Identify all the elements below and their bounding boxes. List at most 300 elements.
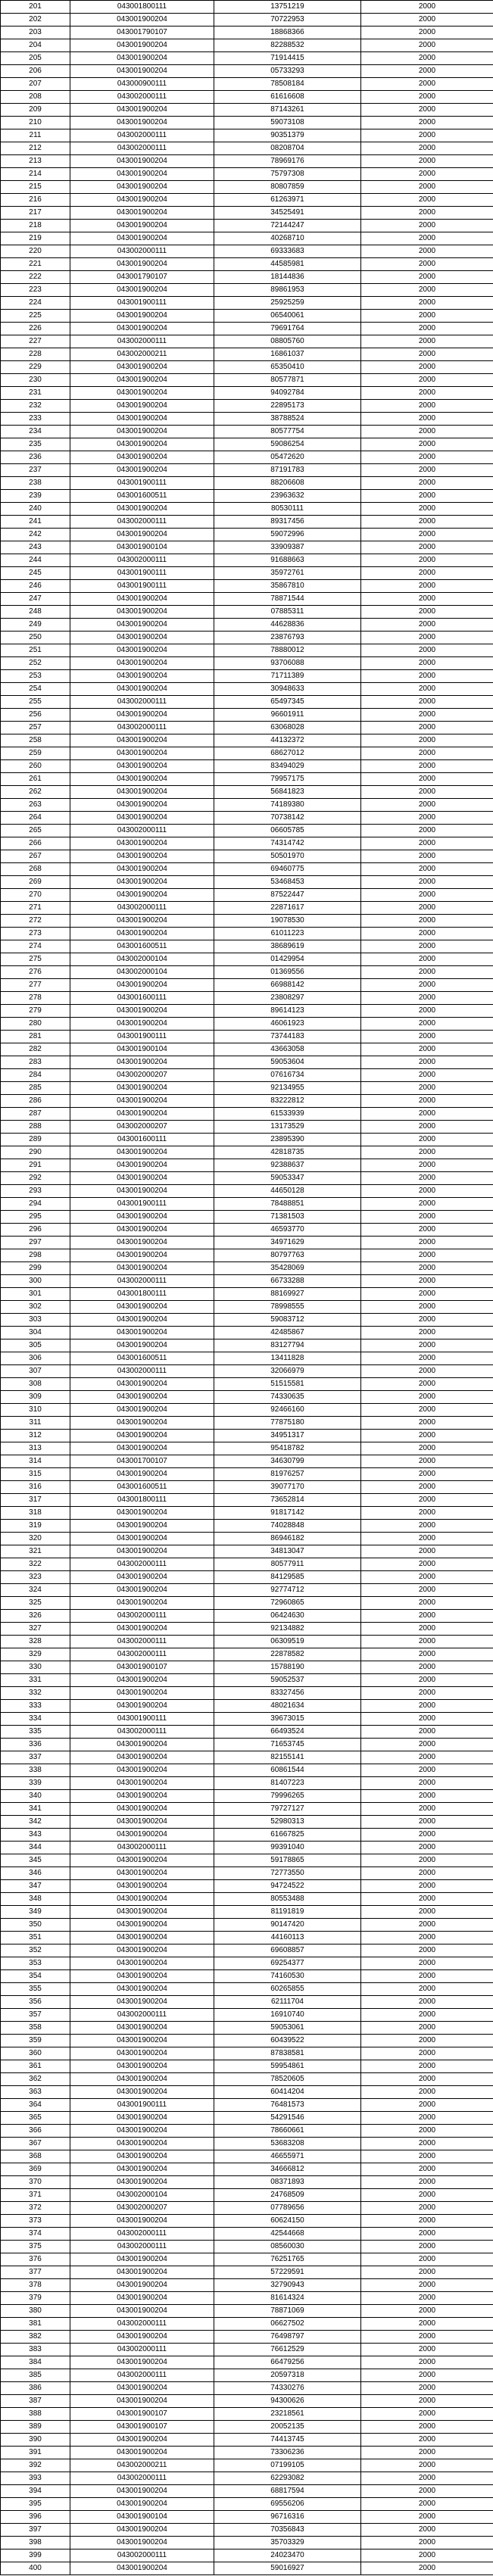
table-row [1, 65, 493, 78]
id-number-cell: 78871069 [214, 2305, 361, 2318]
amount-cell: 2000 [361, 2485, 493, 2498]
table-row [1, 258, 493, 271]
code-cell: 043001900204 [70, 773, 214, 786]
code-cell: 043001900204 [70, 1957, 214, 1970]
row-number-cell: 232 [1, 400, 70, 413]
amount-cell: 2000 [361, 2511, 493, 2524]
row-number-cell: 217 [1, 207, 70, 220]
row-number-cell: 223 [1, 284, 70, 297]
code-cell: 043001900204 [70, 2305, 214, 2318]
code-cell: 043002000111 [70, 1365, 214, 1378]
amount-cell: 2000 [361, 760, 493, 773]
table-row [1, 1301, 493, 1314]
table-row [1, 1108, 493, 1121]
code-cell: 043001900204 [70, 1237, 214, 1249]
id-number-cell: 72773550 [214, 1867, 361, 1880]
code-cell: 043001900204 [70, 2562, 214, 2575]
amount-cell: 2000 [361, 1970, 493, 1983]
id-number-cell: 59086254 [214, 438, 361, 451]
amount-cell: 2000 [361, 1327, 493, 1339]
row-number-cell: 305 [1, 1339, 70, 1352]
row-number-cell: 313 [1, 1442, 70, 1455]
amount-cell: 2000 [361, 1301, 493, 1314]
id-number-cell: 74413745 [214, 2434, 361, 2447]
table-row [1, 348, 493, 361]
amount-cell: 2000 [361, 374, 493, 387]
row-number-cell: 322 [1, 1558, 70, 1571]
row-number-cell: 244 [1, 554, 70, 567]
amount-cell: 2000 [361, 632, 493, 644]
row-number-cell: 368 [1, 2150, 70, 2163]
id-number-cell: 59073108 [214, 117, 361, 129]
code-cell: 043001900204 [70, 863, 214, 876]
row-number-cell: 269 [1, 876, 70, 889]
row-number-cell: 336 [1, 1739, 70, 1751]
id-number-cell: 80553488 [214, 1893, 361, 1906]
table-row [1, 747, 493, 760]
code-cell: 043001600511 [70, 1352, 214, 1365]
code-cell: 043001900204 [70, 734, 214, 747]
amount-cell: 2000 [361, 1095, 493, 1108]
id-number-cell: 38788524 [214, 413, 361, 426]
code-cell: 043001900111 [70, 567, 214, 580]
row-number-cell: 363 [1, 2086, 70, 2099]
id-number-cell: 78520605 [214, 2073, 361, 2086]
code-cell: 043001900204 [70, 1816, 214, 1829]
row-number-cell: 274 [1, 940, 70, 953]
row-number-cell: 221 [1, 258, 70, 271]
code-cell: 043001900204 [70, 2047, 214, 2060]
amount-cell: 2000 [361, 1507, 493, 1520]
code-cell: 043001600111 [70, 992, 214, 1005]
row-number-cell: 206 [1, 65, 70, 78]
id-number-cell: 46593770 [214, 1224, 361, 1237]
id-number-cell: 18144836 [214, 271, 361, 284]
row-number-cell: 345 [1, 1854, 70, 1867]
table-row [1, 1777, 493, 1790]
id-number-cell: 74028848 [214, 1520, 361, 1533]
id-number-cell: 71381503 [214, 1211, 361, 1224]
row-number-cell: 364 [1, 2099, 70, 2112]
row-number-cell: 315 [1, 1468, 70, 1481]
code-cell: 043001900204 [70, 194, 214, 207]
id-number-cell: 23808297 [214, 992, 361, 1005]
code-cell: 043002000111 [70, 2228, 214, 2241]
id-number-cell: 59016927 [214, 2562, 361, 2575]
row-number-cell: 252 [1, 657, 70, 670]
row-number-cell: 341 [1, 1803, 70, 1816]
row-number-cell: 230 [1, 374, 70, 387]
id-number-cell: 60861544 [214, 1764, 361, 1777]
table-row [1, 1005, 493, 1018]
code-cell: 043001900204 [70, 1339, 214, 1352]
table-row [1, 670, 493, 683]
table-row [1, 1854, 493, 1867]
id-number-cell: 87838581 [214, 2047, 361, 2060]
row-number-cell: 229 [1, 361, 70, 374]
code-cell: 043001900204 [70, 928, 214, 940]
amount-cell: 2000 [361, 2060, 493, 2073]
row-number-cell: 321 [1, 1545, 70, 1558]
row-number-cell: 377 [1, 2266, 70, 2279]
code-cell: 043002000111 [70, 1842, 214, 1854]
code-cell: 043001900204 [70, 683, 214, 696]
table-row [1, 1970, 493, 1983]
id-number-cell: 60414204 [214, 2086, 361, 2099]
row-number-cell: 379 [1, 2292, 70, 2305]
table-row [1, 992, 493, 1005]
amount-cell: 2000 [361, 413, 493, 426]
id-number-cell: 30948633 [214, 683, 361, 696]
table-row [1, 1545, 493, 1558]
id-number-cell: 61616608 [214, 91, 361, 104]
row-number-cell: 374 [1, 2228, 70, 2241]
amount-cell: 2000 [361, 1700, 493, 1713]
row-number-cell: 318 [1, 1507, 70, 1520]
code-cell: 043001900204 [70, 1584, 214, 1597]
table-row [1, 902, 493, 915]
table-row [1, 284, 493, 297]
row-number-cell: 265 [1, 825, 70, 837]
table-row [1, 1610, 493, 1623]
id-number-cell: 79727127 [214, 1803, 361, 1816]
code-cell: 043001900204 [70, 413, 214, 426]
row-number-cell: 330 [1, 1661, 70, 1674]
row-number-cell: 258 [1, 734, 70, 747]
amount-cell: 2000 [361, 1481, 493, 1494]
id-number-cell: 07616734 [214, 1069, 361, 1082]
table-row [1, 2459, 493, 2472]
id-number-cell: 34630799 [214, 1455, 361, 1468]
row-number-cell: 251 [1, 644, 70, 657]
code-cell: 043001900204 [70, 606, 214, 619]
table-row [1, 374, 493, 387]
table-row [1, 850, 493, 863]
id-number-cell: 96601911 [214, 709, 361, 722]
code-cell: 043001900204 [70, 400, 214, 413]
table-row [1, 1842, 493, 1854]
amount-cell: 2000 [361, 940, 493, 953]
code-cell: 043001900204 [70, 2163, 214, 2176]
id-number-cell: 78660661 [214, 2125, 361, 2138]
code-cell: 043002000104 [70, 2189, 214, 2202]
code-cell: 043001900204 [70, 1417, 214, 1430]
code-cell: 043001900204 [70, 1468, 214, 1481]
id-number-cell: 60265855 [214, 1983, 361, 1996]
code-cell: 043001900204 [70, 1211, 214, 1224]
code-cell: 043001900111 [70, 477, 214, 490]
id-number-cell: 78508184 [214, 78, 361, 91]
amount-cell: 2000 [361, 1867, 493, 1880]
code-cell: 043002000104 [70, 953, 214, 966]
row-number-cell: 237 [1, 464, 70, 477]
table-row [1, 2305, 493, 2318]
row-number-cell: 235 [1, 438, 70, 451]
code-cell: 043001900204 [70, 2485, 214, 2498]
row-number-cell: 243 [1, 541, 70, 554]
amount-cell: 2000 [361, 734, 493, 747]
amount-cell: 2000 [361, 1739, 493, 1751]
id-number-cell: 06627502 [214, 2318, 361, 2331]
amount-cell: 2000 [361, 2562, 493, 2575]
code-cell: 043001900204 [70, 361, 214, 374]
table-row [1, 2047, 493, 2060]
amount-cell: 2000 [361, 1, 493, 14]
code-cell: 043001900204 [70, 1404, 214, 1417]
row-number-cell: 388 [1, 2408, 70, 2421]
row-number-cell: 296 [1, 1224, 70, 1237]
row-number-cell: 259 [1, 747, 70, 760]
amount-cell: 2000 [361, 2022, 493, 2035]
row-number-cell: 226 [1, 323, 70, 335]
table-row [1, 1571, 493, 1584]
row-number-cell: 218 [1, 220, 70, 232]
row-number-cell: 222 [1, 271, 70, 284]
row-number-cell: 205 [1, 52, 70, 65]
row-number-cell: 373 [1, 2215, 70, 2228]
id-number-cell: 01429954 [214, 953, 361, 966]
amount-cell: 2000 [361, 2202, 493, 2215]
id-number-cell: 07789656 [214, 2202, 361, 2215]
row-number-cell: 240 [1, 503, 70, 516]
code-cell: 043001900204 [70, 1391, 214, 1404]
id-number-cell: 39077170 [214, 1481, 361, 1494]
table-row [1, 232, 493, 245]
table-row [1, 2150, 493, 2163]
id-number-cell: 95418782 [214, 1442, 361, 1455]
amount-cell: 2000 [361, 580, 493, 593]
table-row [1, 2511, 493, 2524]
id-number-cell: 35867810 [214, 580, 361, 593]
row-number-cell: 396 [1, 2511, 70, 2524]
amount-cell: 2000 [361, 426, 493, 438]
amount-cell: 2000 [361, 1056, 493, 1069]
table-row [1, 915, 493, 928]
code-cell: 043002000104 [70, 966, 214, 979]
code-cell: 043001900107 [70, 1661, 214, 1674]
row-number-cell: 309 [1, 1391, 70, 1404]
amount-cell: 2000 [361, 1043, 493, 1056]
amount-cell: 2000 [361, 451, 493, 464]
amount-cell: 2000 [361, 1262, 493, 1275]
row-number-cell: 207 [1, 78, 70, 91]
row-number-cell: 247 [1, 593, 70, 606]
amount-cell: 2000 [361, 1944, 493, 1957]
amount-cell: 2000 [361, 2176, 493, 2189]
id-number-cell: 42485867 [214, 1327, 361, 1339]
id-number-cell: 79957175 [214, 773, 361, 786]
amount-cell: 2000 [361, 1932, 493, 1944]
table-row [1, 1404, 493, 1417]
id-number-cell: 80797763 [214, 1249, 361, 1262]
table-row [1, 554, 493, 567]
code-cell: 043001900204 [70, 1056, 214, 1069]
row-number-cell: 248 [1, 606, 70, 619]
row-number-cell: 284 [1, 1069, 70, 1082]
table-row [1, 1674, 493, 1687]
table-row [1, 1430, 493, 1442]
row-number-cell: 271 [1, 902, 70, 915]
row-number-cell: 354 [1, 1970, 70, 1983]
amount-cell: 2000 [361, 2228, 493, 2241]
row-number-cell: 342 [1, 1816, 70, 1829]
amount-cell: 2000 [361, 2331, 493, 2344]
row-number-cell: 314 [1, 1455, 70, 1468]
code-cell: 043001900204 [70, 323, 214, 335]
amount-cell: 2000 [361, 284, 493, 297]
table-row [1, 1558, 493, 1571]
id-number-cell: 70722953 [214, 14, 361, 27]
amount-cell: 2000 [361, 1610, 493, 1623]
id-number-cell: 16910740 [214, 2009, 361, 2022]
row-number-cell: 297 [1, 1237, 70, 1249]
id-number-cell: 44132372 [214, 734, 361, 747]
code-cell: 043001900204 [70, 1507, 214, 1520]
table-row [1, 1262, 493, 1275]
table-row [1, 1455, 493, 1468]
code-cell: 043001900204 [70, 979, 214, 992]
amount-cell: 2000 [361, 722, 493, 734]
table-row [1, 1520, 493, 1533]
table-row [1, 310, 493, 323]
amount-cell: 2000 [361, 1005, 493, 1018]
id-number-cell: 79996265 [214, 1790, 361, 1803]
amount-cell: 2000 [361, 1198, 493, 1211]
id-number-cell: 92466160 [214, 1404, 361, 1417]
row-number-cell: 326 [1, 1610, 70, 1623]
table-row [1, 451, 493, 464]
table-row [1, 2498, 493, 2511]
amount-cell: 2000 [361, 1957, 493, 1970]
code-cell: 043001900204 [70, 1571, 214, 1584]
amount-cell: 2000 [361, 889, 493, 902]
amount-cell: 2000 [361, 52, 493, 65]
code-cell: 043001600111 [70, 1134, 214, 1146]
amount-cell: 2000 [361, 593, 493, 606]
amount-cell: 2000 [361, 2369, 493, 2382]
row-number-cell: 287 [1, 1108, 70, 1121]
code-cell: 043002000207 [70, 1121, 214, 1134]
id-number-cell: 74330276 [214, 2382, 361, 2395]
row-number-cell: 278 [1, 992, 70, 1005]
id-number-cell: 24023470 [214, 2549, 361, 2562]
code-cell: 043001900204 [70, 1803, 214, 1816]
code-cell: 043001900204 [70, 644, 214, 657]
row-number-cell: 285 [1, 1082, 70, 1095]
amount-cell: 2000 [361, 1636, 493, 1648]
code-cell: 043001900204 [70, 2125, 214, 2138]
code-cell: 043001900104 [70, 2511, 214, 2524]
amount-cell: 2000 [361, 1185, 493, 1198]
table-row [1, 1237, 493, 1249]
row-number-cell: 367 [1, 2138, 70, 2150]
id-number-cell: 16861037 [214, 348, 361, 361]
id-number-cell: 91817142 [214, 1507, 361, 1520]
code-cell: 043001900204 [70, 2382, 214, 2395]
amount-cell: 2000 [361, 464, 493, 477]
table-row [1, 297, 493, 310]
id-number-cell: 66988142 [214, 979, 361, 992]
code-cell: 043001900204 [70, 1597, 214, 1610]
amount-cell: 2000 [361, 1237, 493, 1249]
row-number-cell: 220 [1, 245, 70, 258]
code-cell: 043002000207 [70, 2202, 214, 2215]
row-number-cell: 203 [1, 27, 70, 39]
id-number-cell: 33909387 [214, 541, 361, 554]
id-number-cell: 23895390 [214, 1134, 361, 1146]
amount-cell: 2000 [361, 1378, 493, 1391]
amount-cell: 2000 [361, 220, 493, 232]
code-cell: 043001900204 [70, 1082, 214, 1095]
id-number-cell: 83222812 [214, 1095, 361, 1108]
row-number-cell: 209 [1, 104, 70, 117]
row-number-cell: 358 [1, 2022, 70, 2035]
row-number-cell: 329 [1, 1648, 70, 1661]
id-number-cell: 74314742 [214, 837, 361, 850]
id-number-cell: 68627012 [214, 747, 361, 760]
id-number-cell: 34813047 [214, 1545, 361, 1558]
id-number-cell: 40268710 [214, 232, 361, 245]
id-number-cell: 65350410 [214, 361, 361, 374]
code-cell: 043002000111 [70, 696, 214, 709]
table-row [1, 91, 493, 104]
code-cell: 043002000211 [70, 2459, 214, 2472]
row-number-cell: 383 [1, 2344, 70, 2356]
table-row [1, 2485, 493, 2498]
table-row [1, 14, 493, 27]
row-number-cell: 281 [1, 1031, 70, 1043]
code-cell: 043001900204 [70, 657, 214, 670]
row-number-cell: 304 [1, 1327, 70, 1339]
code-cell: 043001900204 [70, 155, 214, 168]
code-cell: 043001900204 [70, 850, 214, 863]
table-row [1, 1211, 493, 1224]
id-number-cell: 74189380 [214, 799, 361, 812]
code-cell: 043001900204 [70, 181, 214, 194]
code-cell: 043001900204 [70, 593, 214, 606]
id-number-cell: 59083712 [214, 1314, 361, 1327]
id-number-cell: 83327456 [214, 1687, 361, 1700]
code-cell: 043001900204 [70, 747, 214, 760]
amount-cell: 2000 [361, 1803, 493, 1816]
row-number-cell: 224 [1, 297, 70, 310]
table-row [1, 940, 493, 953]
code-cell: 043001900204 [70, 2434, 214, 2447]
table-row [1, 438, 493, 451]
row-number-cell: 375 [1, 2241, 70, 2253]
row-number-cell: 386 [1, 2382, 70, 2395]
code-cell: 043001900204 [70, 2150, 214, 2163]
amount-cell: 2000 [361, 979, 493, 992]
table-row [1, 323, 493, 335]
amount-cell: 2000 [361, 361, 493, 374]
amount-cell: 2000 [361, 207, 493, 220]
amount-cell: 2000 [361, 606, 493, 619]
table-row [1, 1018, 493, 1031]
code-cell: 043001900204 [70, 1751, 214, 1764]
id-number-cell: 92134955 [214, 1082, 361, 1095]
code-cell: 043001900204 [70, 1893, 214, 1906]
table-row [1, 1481, 493, 1494]
table-row [1, 2228, 493, 2241]
row-number-cell: 245 [1, 567, 70, 580]
code-cell: 043001900204 [70, 52, 214, 65]
amount-cell: 2000 [361, 1159, 493, 1172]
table-row [1, 2022, 493, 2035]
row-number-cell: 238 [1, 477, 70, 490]
amount-cell: 2000 [361, 825, 493, 837]
amount-cell: 2000 [361, 91, 493, 104]
